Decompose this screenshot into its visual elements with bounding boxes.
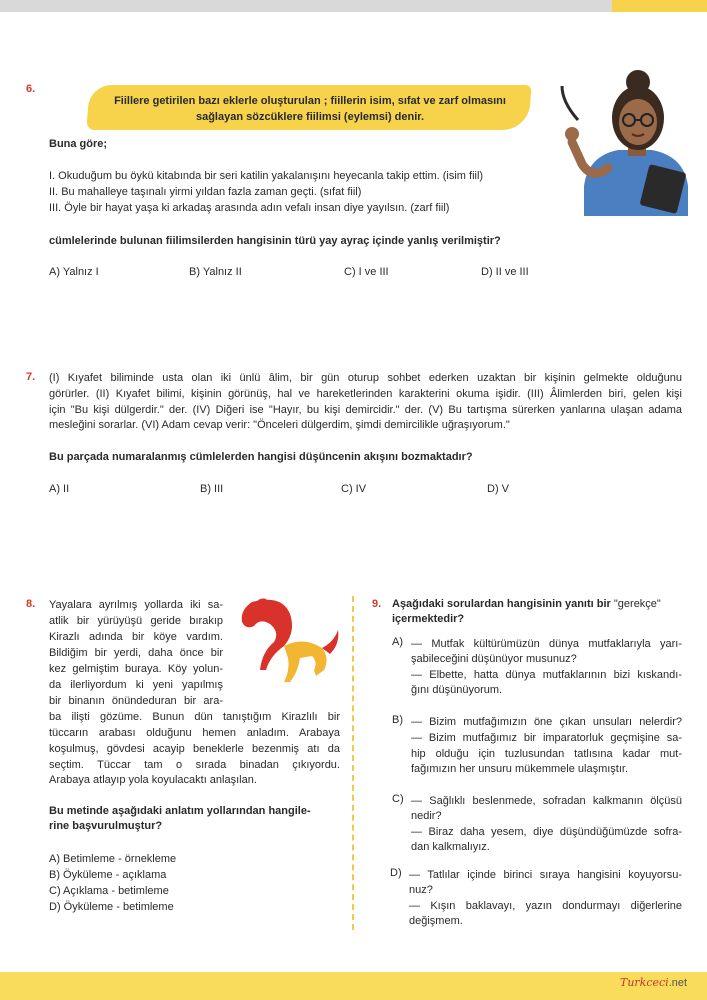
question-9-option-c-letter[interactable]: C)	[392, 793, 404, 805]
question-7-paragraph	[49, 370, 682, 433]
question-8-stem	[49, 804, 311, 834]
question-9-stem-quote: "gerekçe"	[613, 598, 661, 610]
question-8-wide-line-4: seçtim. Tüccar tam o sırada binadan çıkıyordu.	[49, 759, 340, 771]
bottom-bar	[0, 972, 707, 1000]
question-9-option-b-line-4: fağımızın her unsuru mükemmele ulaşmıştır.	[411, 763, 629, 775]
question-8-option-d[interactable]: D) Öyküleme - betimleme	[49, 901, 174, 913]
site-logo-main: Turkceci	[620, 976, 669, 989]
question-9-option-c-line-1: — Sağlıklı beslenmede, sofradan kalkmanın ölçüsü	[411, 795, 682, 807]
question-9-option-c[interactable]	[411, 793, 682, 855]
question-8-wide-line-3: koşulmuş, gövdesi acayip beneklerle bezenmiş atı da	[49, 743, 340, 755]
question-8-wide-text	[49, 709, 340, 788]
question-6-sentence-1: I. Okuduğum bu öykü kitabında bir seri katilin yakalanışını heyecanla takip ettim. (isim fiil)	[49, 170, 484, 182]
question-6-option-d[interactable]: D) II ve III	[481, 266, 529, 278]
top-bar-accent	[612, 0, 707, 12]
question-8-narrow-line-4: Bildiğim bir yerdi, daha önce bir	[49, 647, 223, 659]
question-9-option-a-line-1: — Mutfak kültürümüzün dünya mutfaklarıyla yarı-	[411, 638, 682, 650]
question-6-intro: Buna göre;	[49, 138, 108, 150]
question-9-stem-prefix: Aşağıdaki sorulardan hangisinin yanıtı bir	[392, 598, 611, 610]
question-7-line-3: için "Bu kişi dülgerdir." der. (IV) Diğeri ise "Hayır, bu kişi demircidir." der. (V) Bu tartışma sürerken yanlarına ulaşan adama	[49, 404, 682, 416]
question-6-option-b[interactable]: B) Yalnız II	[189, 266, 242, 278]
question-9-option-b[interactable]	[411, 714, 682, 777]
question-9-option-a-line-3: — Elbette, hatta dünya mutfaklarının bizi kıskandı-	[411, 669, 682, 681]
question-8-narrow-line-3: Kirazlı adında bir köye vardım.	[49, 631, 223, 643]
site-logo-suffix: .net	[668, 977, 688, 989]
definition-line-2: sağlayan sözcüklere fiilimsi (eylemsi) denir.	[195, 111, 425, 123]
question-6-number: 6.	[26, 83, 36, 95]
definition-line-1: Fiillere getirilen bazı eklerle oluşturulan ; fiillerin isim, sıfat ve zarf olmasını	[114, 95, 506, 107]
question-8-number: 8.	[26, 598, 36, 610]
question-7-option-a[interactable]: A) II	[49, 483, 70, 495]
question-9-number: 9.	[372, 598, 382, 610]
question-9-option-a-line-4: ğını düşünüyorum.	[411, 684, 503, 696]
question-8-option-c[interactable]: C) Açıklama - betimleme	[49, 885, 169, 897]
question-9-option-b-line-2: — Bizim mutfağımız bir imparatorluk geçmişine sa-	[411, 732, 682, 744]
question-9-option-d-letter[interactable]: D)	[390, 867, 402, 879]
question-8-narrow-line-5: kez gelmiştim buraya. Köy yolun-	[49, 663, 223, 675]
site-logo[interactable]	[620, 976, 687, 989]
question-9-option-c-line-2: nedir?	[411, 810, 442, 822]
teacher-icon	[548, 68, 698, 216]
question-9-stem-line-2: içermektedir?	[392, 613, 465, 625]
question-7-stem: Bu parçada numaralanmış cümlelerden hangisi düşüncenin akışını bozmaktadır?	[49, 451, 473, 463]
question-9-option-d-line-4: değişmem.	[409, 915, 463, 927]
question-8-option-a[interactable]: A) Betimleme - örnekleme	[49, 853, 177, 865]
question-7-option-c[interactable]: C) IV	[341, 483, 367, 495]
question-9-option-d-line-1: — Tatlılar içinde birinci sıraya hangisini koyuyorsu-	[409, 869, 682, 881]
question-6-sentence-3: III. Öyle bir hayat yaşa ki arkadaş arasında adın vefalı insan diye yayılsın. (zarf fiil)	[49, 202, 450, 214]
question-8-wide-line-1: ba ilişti gözüme. Bunun dün tanıştığım Kirazlılı bir	[49, 711, 340, 723]
definition-highlight-text	[95, 93, 525, 125]
question-9-option-a-line-2: şabileceğini düşünüyor musunuz?	[411, 653, 577, 665]
question-9-option-b-line-1: — Bizim mutfağımızın öne çıkan unsuları nelerdir?	[411, 716, 682, 728]
question-9-option-d-line-3: — Kışın baklavayı, yazın dondurmayı diğerlerine	[409, 900, 682, 912]
question-7-line-4: mesleğini sorarlar. (VI) Adam cevap verir: "Önceleri dülgerdim, şimdi demircilikle uğraşıyorum."	[49, 419, 510, 431]
column-divider	[352, 596, 354, 930]
question-6-option-a[interactable]: A) Yalnız I	[49, 266, 99, 278]
question-8-stem-line-1: Bu metinde aşağıdaki anlatım yollarından hangile-	[49, 805, 311, 817]
question-9-option-d-line-2: nuz?	[409, 884, 433, 896]
question-6-option-c[interactable]: C) I ve III	[344, 266, 389, 278]
question-9-option-b-line-3: hip olduğu için tuzlusundan tatlısına kadar mut-	[411, 748, 682, 760]
question-8-narrow-line-2: atlik bir yürüyüşü geride bırakıp	[49, 615, 223, 627]
question-7-number: 7.	[26, 371, 36, 383]
question-8-narrow-line-6: da ilerliyordum ki yeni yapılmış	[49, 679, 223, 691]
question-6-sentence-2: II. Bu mahalleye taşınalı yirmi yıldan fazla zaman geçti. (sıfat fiil)	[49, 186, 362, 198]
question-7-line-2: görürler. (II) Kıyafet bilimi, kişinin görünüş, hal ve hareketlerinden karakterini okuma işidir. (III) Âlimlerden biri, gelen kişi	[49, 388, 682, 400]
question-8-stem-line-2: rine başvurulmuştur?	[49, 820, 163, 832]
question-9-option-a-letter[interactable]: A)	[392, 636, 403, 648]
horse-icon	[230, 596, 342, 688]
question-9-stem-line-1	[392, 597, 682, 612]
question-7-option-b[interactable]: B) III	[200, 483, 224, 495]
question-7-line-1: (I) Kıyafet biliminde usta olan iki ünlü âlim, bir gün oturup sohbet ederken uzaktan bir kişinin gelmekte olduğunu	[49, 372, 682, 384]
question-9-option-d[interactable]	[409, 867, 682, 929]
question-8-narrow-line-7: bir binanın önündeduran bir ara-	[49, 695, 223, 707]
question-9-stem	[392, 597, 682, 627]
question-8-wide-line-5: Arabaya atlayıp yola koyulacaktı anlaşılan.	[49, 774, 257, 786]
question-8-option-b[interactable]: B) Öyküleme - açıklama	[49, 869, 167, 881]
top-bar	[0, 0, 707, 12]
question-7-option-d[interactable]: D) V	[487, 483, 509, 495]
question-9-option-c-line-4: dan kalkmalıyız.	[411, 841, 490, 853]
question-6-stem: cümlelerinde bulunan fiilimsilerden hangisinin türü yay ayraç içinde yanlış verilmiştir?	[49, 235, 501, 247]
question-9-option-b-letter[interactable]: B)	[392, 714, 403, 726]
question-8-wide-line-2: tüccarın arabası olduğunu hemen anladım. Arabaya	[49, 727, 340, 739]
question-9-option-c-line-3: — Biraz daha yesem, diye düşündüğümüzde sofra-	[411, 826, 682, 838]
question-9-option-a[interactable]	[411, 636, 682, 698]
question-8-narrow-line-1: Yayalara ayrılmış yollarda iki sa-	[49, 599, 223, 611]
question-8-narrow-text	[49, 597, 223, 709]
